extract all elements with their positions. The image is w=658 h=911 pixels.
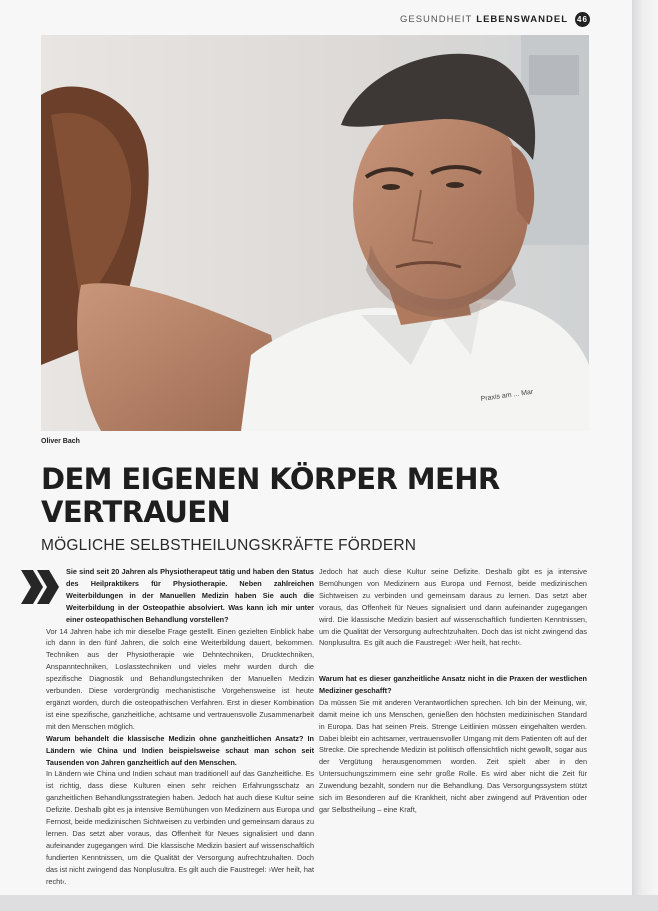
article-headline — [41, 463, 601, 529]
interview-answer: Vor 14 Jahren habe ich mir dieselbe Frage gestellt. Einen gezielten Einblick habe ich dann in den fünf Jahren, die solch eine Weiterbildung dauert, bekommen. Techniken aus der Physiotherapie wie Dehntechniken, Drucktechniken, Anspanntechniken, Loslasstechniken und vieles mehr wurden durch die spezifische Diagnostik und Behandlungstechniken der Manuellen Medizin verbunden. Diese vordergründig mechanistische Vorgehensweise ist heute ergänzt worden, durch die osteopathischen Verfahren. Erst in dieser Kombination ist eine spezifische, ganzheitliche, achtsame und vertrauensvolle Zusammenarbeit mit den Menschen möglich. — [46, 626, 314, 731]
article-column-right — [319, 566, 587, 816]
interview-question: Sie sind seit 20 Jahren als Physiotherapeut tätig und haben den Status des Heilpraktikers für Physiotherapie. Neben zahlreichen Weiterbildungen in der Manuellen Medizin haben Sie auch die Weiterbildung in der Osteopathie absolviert. Was kann ich mir unter einer osteopathischen Behandlung vorstellen? — [66, 567, 314, 624]
answer-continuation-text: Jedoch hat auch diese Kultur seine Defizite. Deshalb gibt es ja intensive Bemühungen von Medizinern aus Europa und Fernost, beide medizinischen Sichtweisen zu verbinden und gemeinsam daraus zu lernen. Das setzt aber voraus, das Offenheit für Neues signalisiert und dann aufeinander zugegangen wird. Die klassische Medizin basiert auf wissenschaftlich fundierten Kenntnissen, um die Qualität der Versorgung aufrechtzuhalten. Doch das ist nicht zwingend das Nonplusultra. Es gilt auch die Faustregel: ›Wer heilt, hat recht‹. — [319, 567, 587, 648]
headline-line-2: VERTRAUEN — [41, 495, 231, 529]
interview-answer-continued — [319, 566, 587, 673]
portrait-photo — [41, 35, 589, 431]
shirt-embroidery: Praxis am ... Mar — [480, 388, 534, 403]
photo-caption: Oliver Bach — [41, 438, 80, 445]
page-edge — [632, 0, 658, 911]
portrait-illustration — [41, 35, 589, 431]
interview-question: Warum hat es dieser ganzheitliche Ansatz nicht in die Praxen der westlichen Mediziner geschafft? — [319, 674, 587, 695]
page-edge-bottom — [0, 895, 658, 911]
interview-answer: Da müssen Sie mit anderen Verantwortlichen sprechen. Ich bin der Meinung, wir, damit meine ich uns Menschen, genießen den höchsten medizinischen Standard in Europa. Das hat seinen Preis. Strenge Leitlinien müssen eingehalten werden. Dabei bleibt ein achtsamer, vertrauensvoller Umgang mit dem Patienten oft auf der Strecke. Die sprechende Medizin ist politisch offensichtlich nicht gewollt, sogar aus der Vergütung herausgenommen worden. Zeit spielt aber in den Untersuchungszimmern eine sehr große Rolle. Es wird aber nicht die Zeit für Zuwendung bezahlt, sondern nur die Behandlung. Das Versorgungssystem stützt sich im Besonderen auf die Krankheit, nicht aber zwingend auf Prävention oder gar Selbstheilung – eine Kraft, — [319, 697, 587, 814]
headline-line-1: DEM EIGENEN KÖRPER MEHR — [41, 462, 500, 496]
article-subheadline: MÖGLICHE SELBSTHEILUNGSKRÄFTE FÖRDERN — [41, 537, 417, 554]
interview-answer: In Ländern wie China und Indien schaut man traditionell auf das Ganzheitliche. Es ist richtig, dass diese Kulturen einen sehr reichen Erfahrungsschatz an ganzheitlichen Behandlungsstrategien haben. Jedoch hat auch diese Kultur seine Defizite. Deshalb gibt es ja intensive Bemühungen von Medizinern aus Europa und Fernost, beide medizinischen Sichtweisen zu verbinden und gemeinsam daraus zu lernen. Das setzt aber voraus, das Offenheit für Neues signalisiert und dann aufeinander zugegangen wird. Die klassische Medizin basiert auf wissenschaftlich fundierten Kenntnissen, um die Qualität der Versorgung aufrechtzuhalten. Doch das ist nicht zwingend das Nonplusultra. Es gilt auch die Faustregel: ›Wer heilt, hat recht‹. — [46, 769, 314, 886]
page-number-badge: 46 — [575, 12, 590, 27]
section-label: GESUNDHEIT — [400, 14, 473, 25]
article-column-left — [46, 566, 314, 886]
interview-question: Warum behandelt die klassische Medizin ohne ganzheitlichen Ansatz? In Ländern wie China und Indien beispielsweise schaut man schon seit Tausenden von Jahren ganzheitlich auf den Menschen. — [46, 733, 314, 767]
running-head — [400, 12, 590, 27]
subsection-label: LEBENSWANDEL — [476, 14, 568, 25]
